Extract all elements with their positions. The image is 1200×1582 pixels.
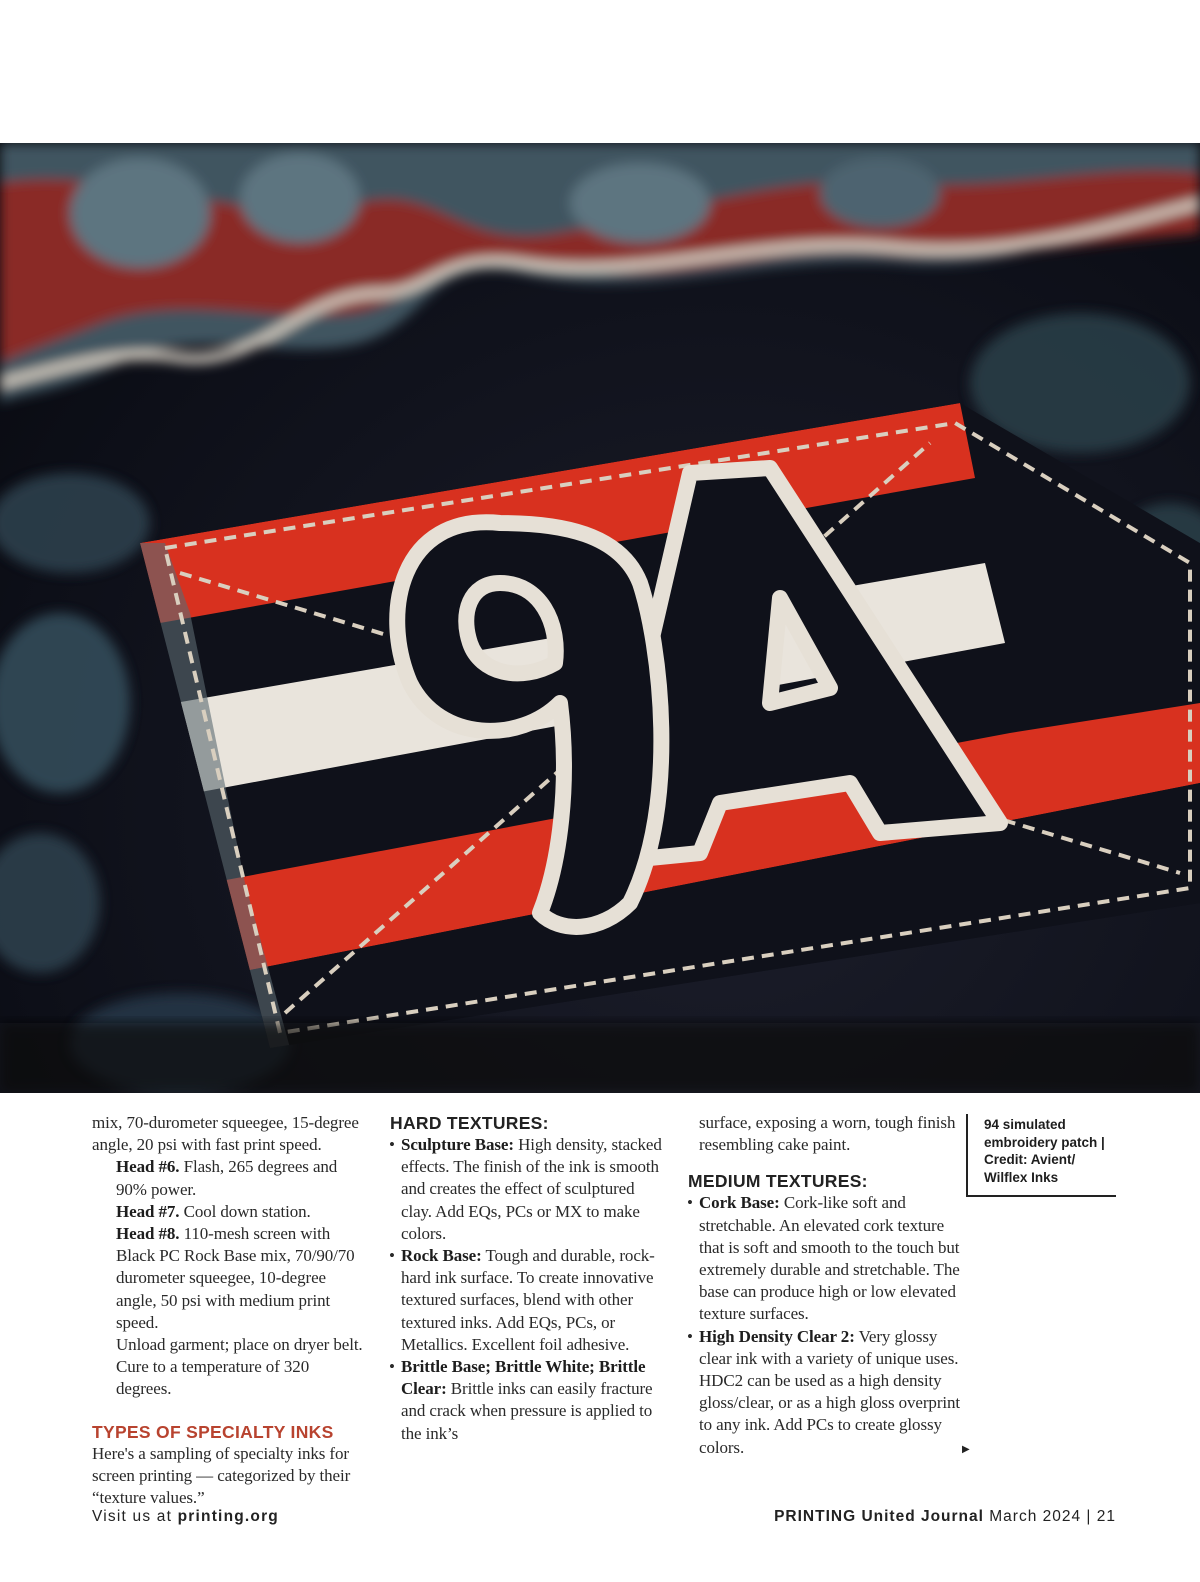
step-label: Head #7. xyxy=(116,1201,180,1221)
article-column-1 xyxy=(92,1112,367,1509)
item-label: Brittle Base; Brittle White; Brittle Clear: xyxy=(401,1357,646,1399)
step-text: 110-mesh screen with Black PC Rock Base mix, 70/90/70 durometer squeegee, 10-degree angle, 50 psi with medium print speed. xyxy=(116,1224,355,1332)
footer-folio xyxy=(774,1508,1116,1526)
issue-and-page: March 2024 | 21 xyxy=(983,1508,1116,1525)
step-label: Head #8. xyxy=(116,1224,180,1244)
section-heading: MEDIUM TEXTURES: xyxy=(688,1171,868,1192)
paragraph-continued: surface, exposing a worn, tough finish resembling cake paint. xyxy=(699,1113,956,1155)
article-column-3 xyxy=(688,1112,963,1459)
paragraph: Here's a sampling of specialty inks for screen printing — categorized by their “texture values.” xyxy=(92,1443,351,1508)
list-item xyxy=(390,1245,665,1356)
item-label: Sculpture Base: xyxy=(401,1135,514,1154)
item-text: Brittle inks can easily fracture and crack when pressure is applied to the ink’s xyxy=(401,1379,653,1443)
footer-visit-text: Visit us at xyxy=(92,1508,178,1525)
step-text: Cool down station. xyxy=(179,1201,311,1221)
item-text: High density, stacked effects. The finish of the ink is smooth and creates the effect of sculptured clay. Add EQs, PCs or MX to make colors. xyxy=(401,1135,662,1243)
website-link[interactable]: printing.org xyxy=(177,1508,279,1525)
paragraph-head-8 xyxy=(92,1223,367,1334)
section-heading: HARD TEXTURES: xyxy=(390,1113,549,1133)
item-text: Very glossy clear ink with a variety of unique uses. HDC2 can be used as a high density gloss/clear, or as a high gloss overprint to any ink. Add PCs to create glossy colors. xyxy=(699,1326,961,1457)
item-text: Tough and durable, rock-hard ink surface. To create innovative textured surfaces, blend with other textured inks. Add EQs, PCs, or Metallics. Excellent foil adhesive. xyxy=(401,1246,655,1354)
continue-arrow-icon: ▶ xyxy=(962,1444,970,1455)
journal-name: PRINTING United Journal xyxy=(774,1508,984,1525)
paragraph: mix, 70-durometer squeegee, 15-degree angle, 20 psi with fast print speed. xyxy=(92,1113,359,1155)
ink-list xyxy=(390,1134,665,1445)
paragraph-head-7 xyxy=(92,1201,367,1223)
item-text: Cork-like soft and stretchable. An elevated cork texture that is soft and smooth to the touch but extremely durable and stretchable. The base can produce high or low elevated texture surfaces. xyxy=(699,1193,960,1324)
list-item xyxy=(390,1356,665,1445)
footer-website xyxy=(92,1508,279,1526)
list-item xyxy=(390,1134,665,1245)
section-heading: TYPES OF SPECIALTY INKS xyxy=(92,1421,334,1442)
step-text: Flash, 265 degrees and 90% power. xyxy=(116,1157,338,1199)
embroidery-patch-photo xyxy=(0,143,1200,1093)
paragraph-unload: Unload garment; place on dryer belt. Cure to a temperature of 320 degrees. xyxy=(116,1335,363,1399)
ink-list xyxy=(688,1192,963,1458)
list-item xyxy=(688,1192,963,1325)
paragraph-head-6 xyxy=(92,1156,367,1200)
item-label: Cork Base: xyxy=(699,1193,780,1213)
step-label: Head #6. xyxy=(116,1157,180,1177)
article-column-2 xyxy=(390,1112,665,1445)
item-label: High Density Clear 2: xyxy=(699,1326,855,1346)
item-label: Rock Base: xyxy=(401,1246,482,1266)
hero-photo xyxy=(0,143,1200,1093)
list-item xyxy=(688,1326,963,1459)
photo-caption: 94 simulated embroidery patch | Credit: Avient/ Wilflex Inks xyxy=(966,1114,1116,1197)
